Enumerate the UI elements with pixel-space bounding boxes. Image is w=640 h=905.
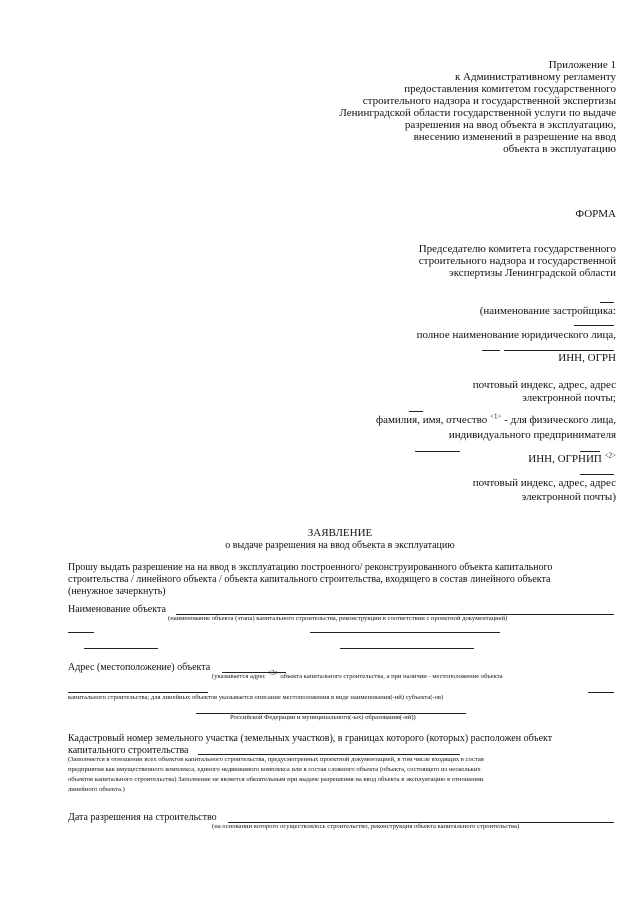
addressee-line: Председателю комитета государственного <box>418 243 616 255</box>
appendix-line: Ленинградской области государственной услуги по выдаче <box>339 107 616 119</box>
footnote-2-marker: <2> <box>604 451 616 460</box>
object-name-hint: (наименование объекта (этапа) капитального строительства, реконструкции в соответствии с проектной документацией) <box>168 615 508 622</box>
object-name-label: Наименование объекта <box>68 604 166 615</box>
postal2-hint-line2: электронной почты) <box>521 491 616 503</box>
fill-line[interactable] <box>574 325 614 326</box>
postal-hint-line1: почтовый индекс, адрес, адрес <box>472 379 616 391</box>
appendix-line: объекта в эксплуатацию <box>503 143 616 155</box>
address-hint-text: (указывается адрес <box>212 673 266 681</box>
fio-hint-text: фамилия, имя, отчество <box>375 414 488 426</box>
entrepreneur-hint: индивидуального предпринимателя <box>448 429 616 441</box>
addressee-line: строительного надзора и государственной <box>418 255 616 267</box>
fill-line[interactable] <box>580 451 600 452</box>
appendix-line: внесению изменений в разрешение на ввод <box>413 131 616 143</box>
permit-date-hint: (на основании которого осуществлялось строительство, реконструкция объекта капитального строительства) <box>212 823 520 830</box>
cadastral-note-2: предприятия как имущественного комплекса, единого недвижимого комплекса или в состав сложного объекта (объекта, состоящего из нескольких <box>68 766 481 773</box>
appendix-line: к Административному регламенту <box>454 71 616 83</box>
form-label: ФОРМА <box>575 208 616 220</box>
object-name-field-3[interactable] <box>310 632 500 633</box>
inn-ogrnip <box>528 453 616 465</box>
address-label: Адрес (местоположение) объекта <box>68 662 211 673</box>
fill-line[interactable] <box>580 474 614 475</box>
addressee-block <box>356 243 616 279</box>
cadastral-note-4: линейного объекта.) <box>68 786 125 793</box>
object-name-field-2[interactable] <box>68 632 94 633</box>
legal-name-hint: полное наименование юридического лица, <box>416 329 616 341</box>
fill-line[interactable] <box>600 302 614 303</box>
appendix-line: строительного надзора и государственной экспертизы <box>362 95 616 107</box>
appendix-block <box>286 59 616 155</box>
appendix-line: Приложение 1 <box>548 59 616 71</box>
request-line: строительства / линейного объекта / объекта капитального строительства, входящего в состав линейного объекта <box>68 574 551 585</box>
postal-hint-line2: электронной почты; <box>522 392 616 404</box>
address-hint-1 <box>212 669 503 681</box>
fill-line[interactable] <box>409 411 423 412</box>
fio-hint-text-2: - для физического лица, <box>504 414 616 426</box>
applicant-name-hint: (наименование застройщика: <box>479 305 616 317</box>
statement-title: ЗАЯВЛЕНИЕ <box>307 527 373 539</box>
cadastral-note-3: объектов капитального строительства) Заполнение не является обязательным при выдаче разрешения на ввод объекта в эксплуатацию в отношении <box>68 776 484 783</box>
addressee-line: экспертизы Ленинградской области <box>449 267 616 279</box>
statement-subtitle: о выдаче разрешения на ввод объекта в эксплуатацию <box>225 540 455 551</box>
cadastral-field[interactable] <box>198 754 460 755</box>
fio-hint <box>376 414 616 426</box>
fill-line[interactable] <box>482 350 500 351</box>
footnote-1-marker: <1> <box>490 412 502 421</box>
request-line: (ненужное зачеркнуть) <box>68 586 166 597</box>
request-line: Прошу выдать разрешение на на ввод в эксплуатацию построенного/ реконструированного объекта капитального <box>68 562 553 573</box>
inn-ogrn-label: ИНН, ОГРН <box>558 352 616 364</box>
postal2-hint-line1: почтовый индекс, адрес, адрес <box>472 477 616 489</box>
object-name-field-5[interactable] <box>340 648 474 649</box>
address-hint-3: Российской Федерации и муниципального(-ых) образования(-ий)) <box>230 714 416 721</box>
cadastral-label-2: капитального строительства <box>68 745 189 756</box>
fill-line[interactable] <box>415 451 460 452</box>
address-field-3[interactable] <box>588 692 614 693</box>
appendix-line: разрешения на ввод объекта в эксплуатацию, <box>404 119 616 131</box>
cadastral-label-1: Кадастровый номер земельного участка (земельных участков), в границах которого (которых) расположен объект <box>68 733 553 744</box>
fill-line[interactable] <box>504 350 614 351</box>
address-hint-2: капитального строительства; для линейных объектов указывается описание местоположения в виде наименования(-ий) субъекта(-ов) <box>68 694 444 701</box>
address-field-2[interactable] <box>68 692 208 693</box>
appendix-line: предоставления комитетом государственного <box>404 83 616 95</box>
inn-ogrnip-label: ИНН, ОГРНИП <box>528 453 602 465</box>
permit-date-label: Дата разрешения на строительство <box>68 812 217 823</box>
footnote-3-marker: <3> <box>267 669 279 677</box>
object-name-field-4[interactable] <box>84 648 158 649</box>
cadastral-note-1: (Заполняется в отношении всех объектов капитального строительства, предусмотренных проектной документацией, в том числе входящих в состав <box>68 756 484 763</box>
address-hint-text-2: объекта капитального строительства, а при наличии - местоположение объекта <box>280 673 503 681</box>
